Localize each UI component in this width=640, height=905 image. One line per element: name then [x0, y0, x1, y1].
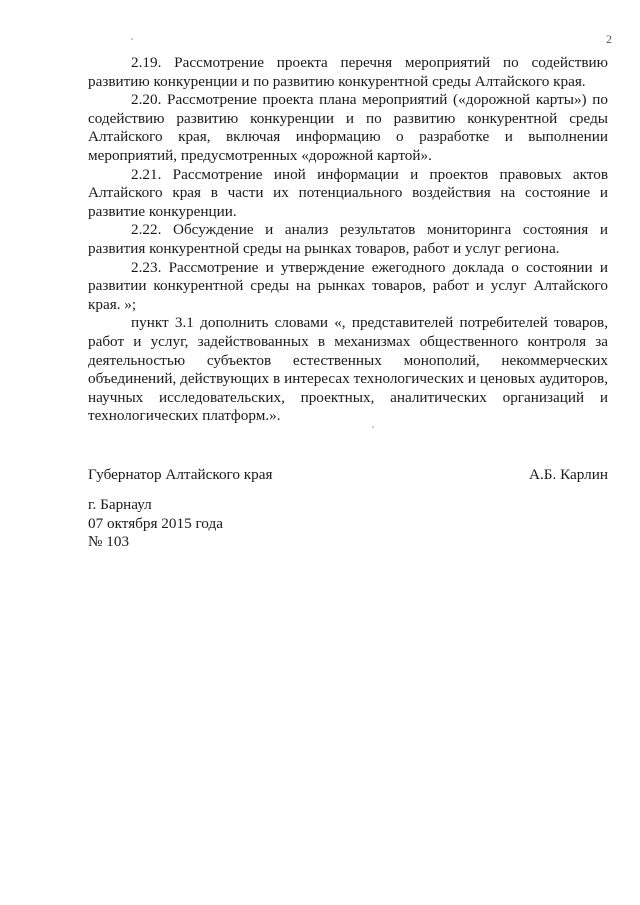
- scan-speck: [372, 426, 374, 428]
- paragraph-2-20: 2.20. Рассмотрение проекта плана мероприятий («дорожной карты») по содействию развитию конкуренции и по развитию конкурентной среды Алтайского края, включая информацию о разработке и выполнении мероприятий, предусмотренных «дорожной картой».: [88, 91, 608, 164]
- signatory-name: А.Б. Карлин: [529, 466, 608, 483]
- city: г. Барнаул: [88, 496, 152, 513]
- document-number: № 103: [88, 533, 130, 551]
- document-body: [88, 54, 608, 426]
- scan-speck: [131, 38, 133, 40]
- paragraph-2-19: 2.19. Рассмотрение проекта перечня мероприятий по содействию развитию конкуренции и по развитию конкурентной среды Алтайского края.: [88, 54, 608, 90]
- signatory-position: Губернатор Алтайского края: [88, 466, 273, 483]
- paragraph-2-23: 2.23. Рассмотрение и утверждение ежегодного доклада о состоянии и развитии конкурентной среды на рынках товаров, работ и услуг Алтайского края. »;: [88, 258, 608, 313]
- signature-block: [88, 466, 608, 485]
- paragraph-2-21: 2.21. Рассмотрение иной информации и проектов правовых актов Алтайского края в части их потенциального воздействия на состояние и развитие конкуренции.: [88, 165, 608, 220]
- paragraph-2-22: 2.22. Обсуждение и анализ результатов мониторинга состояния и развития конкурентной среды на рынках товаров, работ и услуг региона.: [88, 221, 608, 257]
- place-date-block: [88, 496, 223, 552]
- paragraph-point-3-1: пункт 3.1 дополнить словами «, представителей потребителей товаров, работ и услуг, задействованных в механизмах общественного контроля за деятельностью субъектов естественных монополий, некоммерческих объединений, действующих в интересах технологических и ценовых аудиторов, научных исследовательских, проектных, аналитических организаций и технологических платформ.».: [88, 314, 608, 425]
- document-date: 07 октября 2015 года: [88, 514, 223, 532]
- page-number: 2: [606, 32, 612, 46]
